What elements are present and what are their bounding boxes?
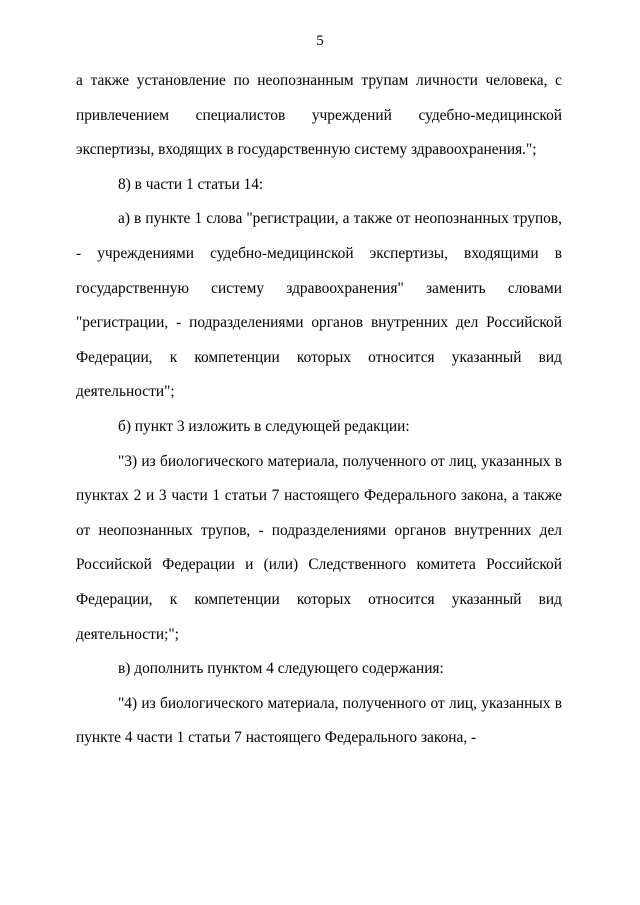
paragraph: а также установление по неопознанным трупам личности человека, с привлечением специалистов учреждений судебно-медицинской экспертизы, входящих в государственную систему здравоохранения."; [76, 72, 562, 159]
paragraph: 8) в части 1 статьи 14: [118, 175, 264, 193]
paragraph: "4) из биологического материала, полученного от лиц, указанных в пункте 4 части 1 статьи 7 настоящего Федерального закона, - [76, 694, 562, 747]
document-body [76, 64, 562, 756]
paragraph: "3) из биологического материала, полученного от лиц, указанных в пунктах 2 и 3 части 1 статьи 7 настоящего Федерального закона, а также от неопознанных трупов, - подразделениями органов внутренних дел Российской Федерации и (или) Следственного комитета Российской Федерации, к компетенции которых относится указанный вид деятельности;"; [76, 452, 562, 643]
paragraph: б) пункт 3 изложить в следующей редакции: [118, 417, 410, 435]
paragraph: а) в пункте 1 слова "регистрации, а также от неопознанных трупов, - учреждениями судебно-медицинской экспертизы, входящими в государственную систему здравоохранения" заменить словами "регистрации, - подразделениями органов внутренних дел Российской Федерации, к компетенции которых относится указанный вид деятельности"; [76, 210, 562, 401]
page-number: 5 [316, 33, 324, 49]
paragraph: в) дополнить пунктом 4 следующего содержания: [118, 660, 444, 678]
